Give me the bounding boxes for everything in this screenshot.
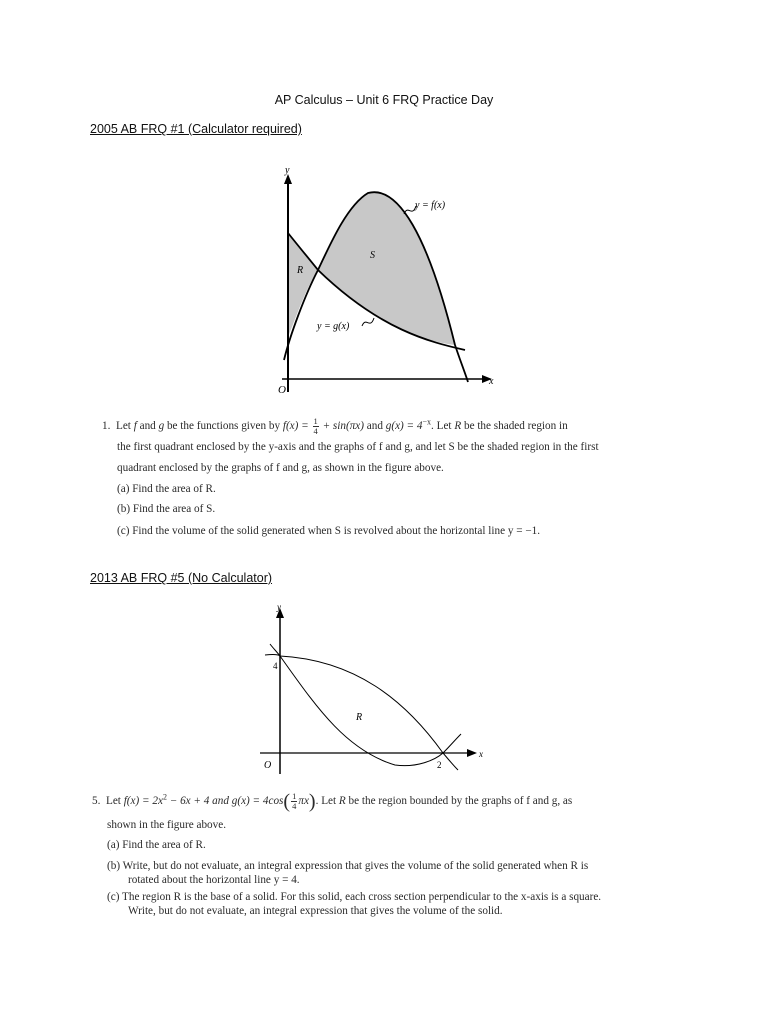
problem5-line2: shown in the figure above. — [107, 819, 226, 831]
problem1-text: and — [366, 420, 383, 433]
fraction-one-fourth — [313, 417, 319, 436]
problem1-line2: the first quadrant enclosed by the y-axis and the graphs of f and g, and let S be the shaded region in the first — [117, 441, 599, 453]
x-axis-arrow — [467, 749, 477, 757]
origin-label: O — [278, 384, 286, 396]
f-definition-lhs: f(x) = — [282, 420, 309, 433]
y-axis-label: y — [285, 165, 290, 176]
fn-f: f — [133, 420, 137, 433]
close-paren: ) — [308, 790, 316, 813]
f-rest-and-g: − 6x + 4 and g(x) = 4cos — [169, 795, 284, 808]
problem1-number: 1. — [102, 420, 111, 433]
problem1-text: . Let — [431, 420, 452, 433]
problem5-line1 — [92, 792, 572, 811]
x-axis-label: x — [489, 376, 494, 387]
problem5-part-b-cont: rotated about the horizontal line y = 4. — [128, 874, 300, 886]
figure-2013-graph — [255, 600, 495, 780]
fraction-denominator: 4 — [292, 801, 297, 811]
leader-g — [362, 318, 374, 326]
fraction-denominator: 4 — [313, 426, 318, 436]
pi-x: πx — [298, 795, 309, 808]
problem1-part-c: (c) Find the volume of the solid generated when S is revolved about the horizontal line y = −1. — [117, 525, 541, 537]
problem5-part-c-cont: Write, but do not evaluate, an integral expression that gives the volume of the solid. — [128, 905, 503, 917]
figure-2005-graph — [260, 160, 510, 400]
fraction-numerator: 1 — [313, 416, 318, 426]
problem1-line3: quadrant enclosed by the graphs of f and g, as shown in the figure above. — [117, 462, 444, 474]
problem5-text: Let — [105, 795, 121, 808]
problem1-part-a: (a) Find the area of R. — [117, 483, 216, 495]
problem1-part-b: (b) Find the area of S. — [117, 503, 216, 515]
section-heading-2005: 2005 AB FRQ #1 (Calculator required) — [90, 122, 302, 136]
x-axis-label: x — [479, 749, 483, 759]
fraction-numerator: 1 — [292, 791, 297, 801]
problem5-text: . Let — [315, 795, 337, 808]
open-paren: ( — [283, 790, 291, 813]
problem5-text: be the region bounded by the graphs of f and g, as — [348, 795, 573, 808]
problem5-number: 5. — [92, 795, 101, 808]
g-exponent: −x — [422, 417, 432, 427]
section-heading-2013: 2013 AB FRQ #5 (No Calculator) — [90, 571, 273, 585]
tick-label-2: 2 — [437, 760, 442, 770]
f-definition: f(x) = 2x — [123, 795, 163, 808]
region-r-ref: R — [454, 420, 462, 433]
f-definition-rhs: + sin(πx) — [322, 420, 364, 433]
curve-f — [270, 644, 461, 766]
fn-g: g — [158, 420, 165, 433]
problem1-text: be the shaded region in — [463, 420, 568, 433]
label-f: y = f(x) — [415, 200, 446, 211]
problem1-text: be the functions given by — [166, 420, 281, 433]
problem5-part-a: (a) Find the area of R. — [107, 839, 206, 851]
exponent-two: 2 — [162, 792, 167, 802]
problem5-part-b: (b) Write, but do not evaluate, an integral expression that gives the volume of the solid generated when R is — [107, 860, 589, 872]
problem1-line1 — [102, 417, 568, 436]
problem5-part-c: (c) The region R is the base of a solid. For this solid, each cross section perpendicular to the x-axis is a square. — [107, 891, 602, 903]
problem1-text: Let — [115, 420, 131, 433]
region-s-label: S — [370, 250, 375, 261]
region-r-label: R — [356, 712, 363, 723]
region-r-shading — [288, 233, 318, 337]
region-r-label: R — [297, 265, 304, 276]
label-g: y = g(x) — [317, 321, 350, 332]
fraction-one-fourth — [291, 792, 297, 811]
g-definition: g(x) = 4 — [385, 420, 423, 433]
document-title: AP Calculus – Unit 6 FRQ Practice Day — [274, 93, 494, 107]
tick-label-4: 4 — [273, 661, 278, 671]
origin-label: O — [264, 760, 272, 771]
y-axis-label: y — [277, 602, 281, 612]
problem1-text: and — [139, 420, 156, 433]
region-r-ref: R — [338, 795, 346, 808]
